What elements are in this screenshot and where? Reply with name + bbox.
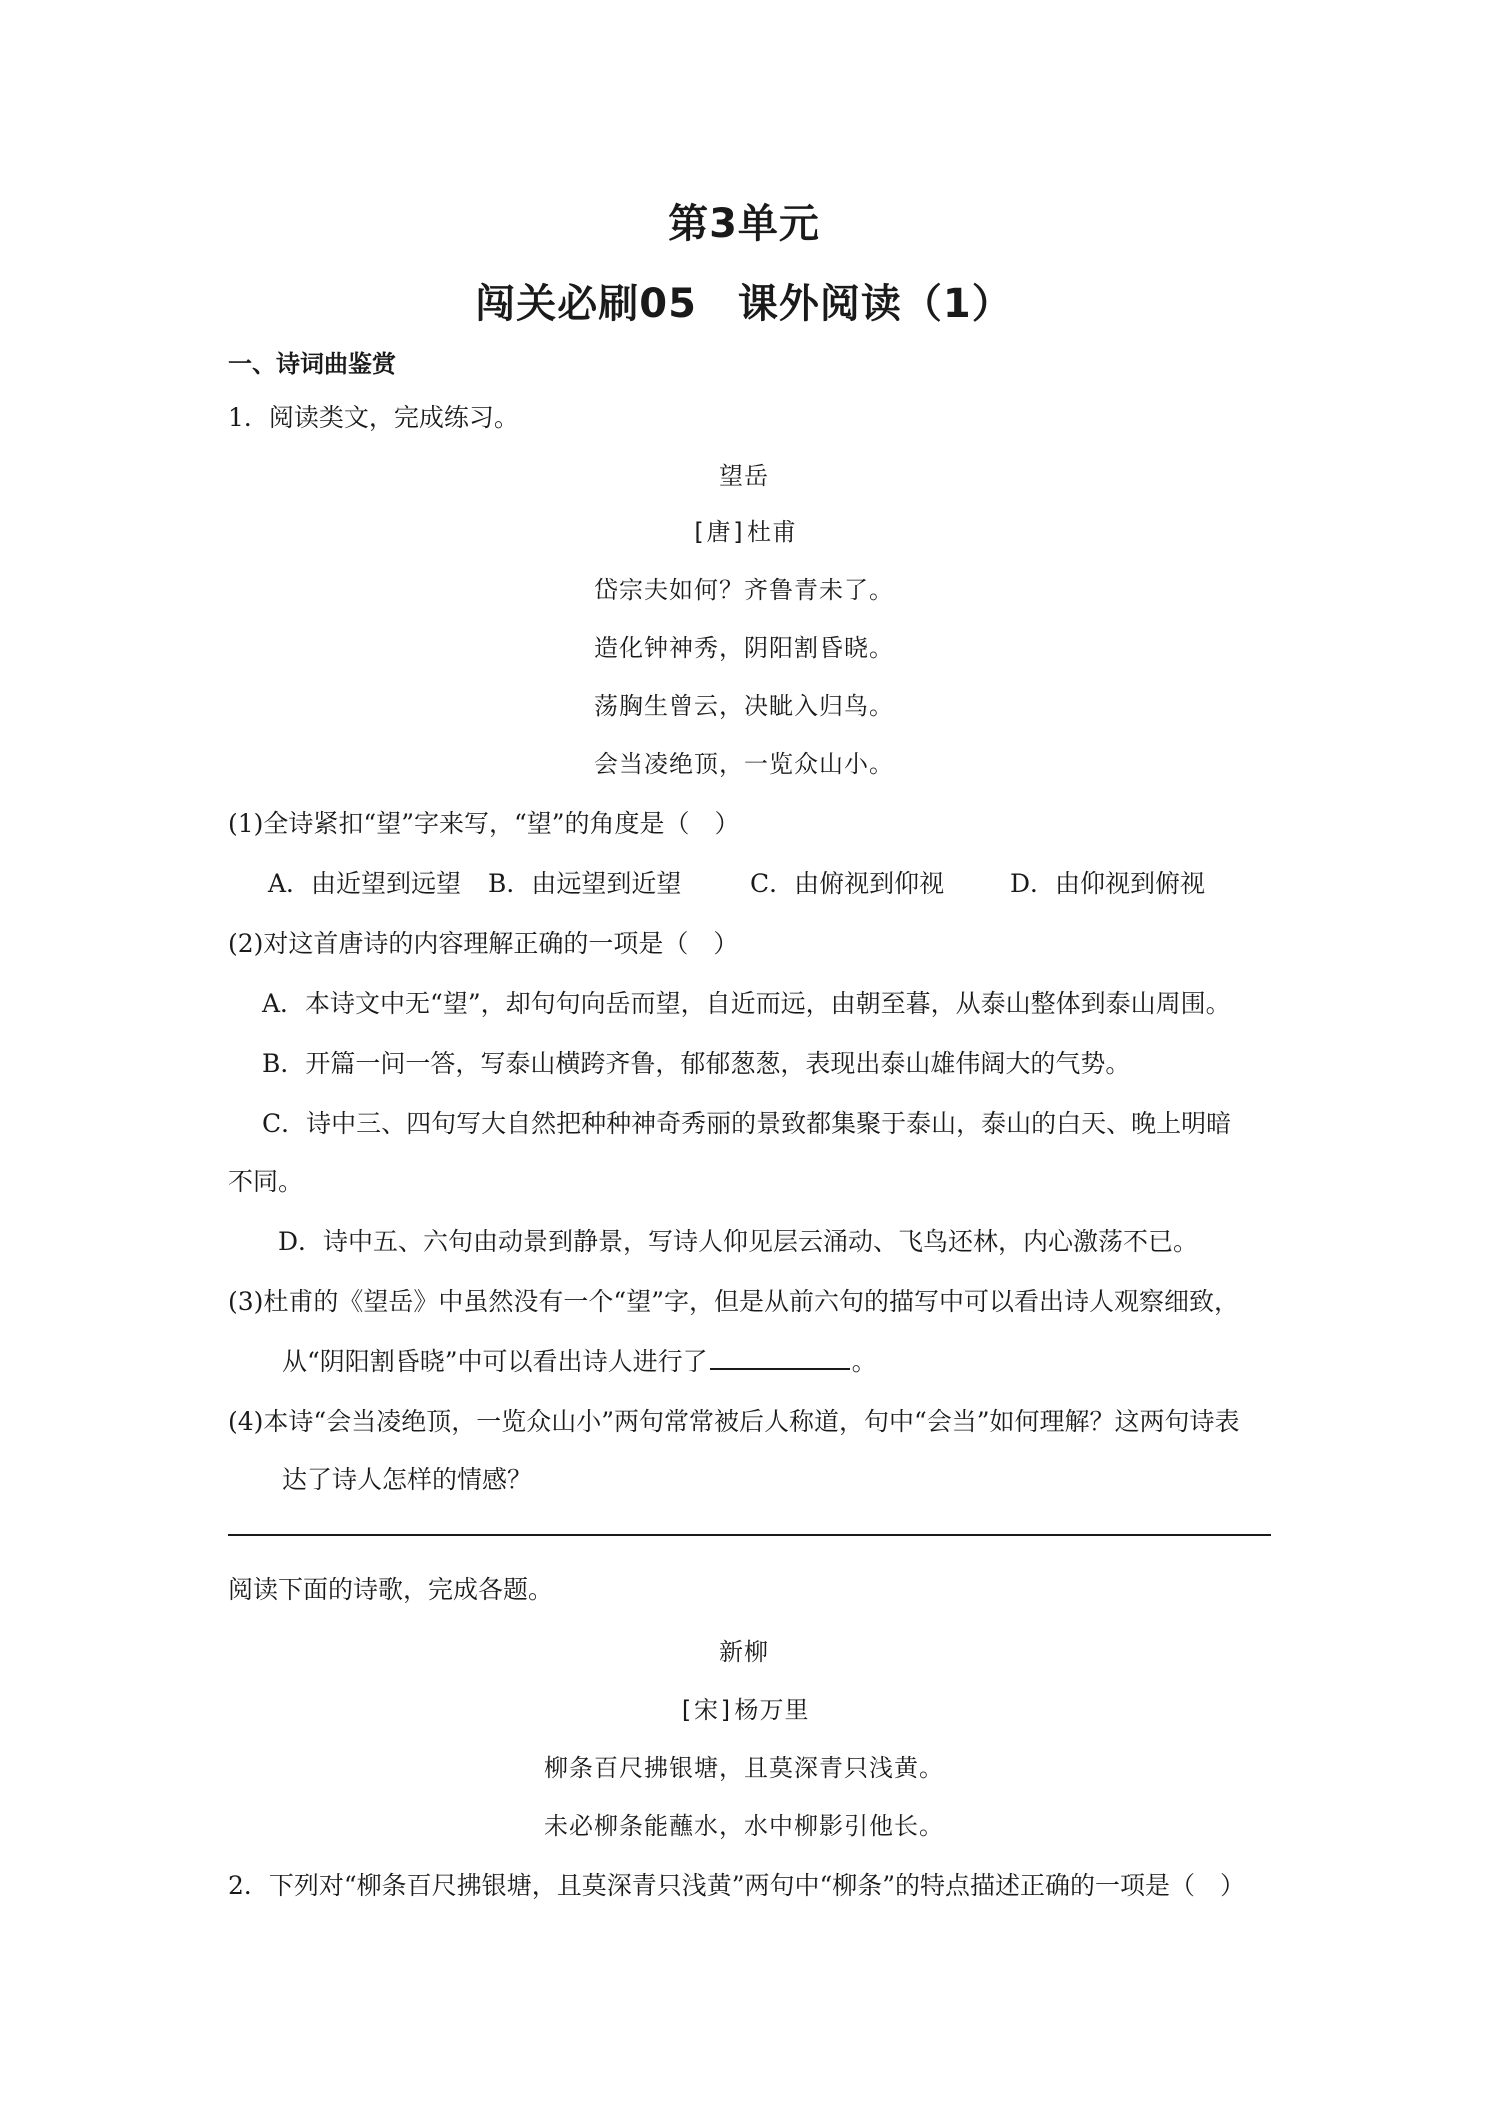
option-b: B．开篇一问一答，写泰山横跨齐鲁，郁郁葱葱，表现出泰山雄伟阔大的气势。 bbox=[262, 1049, 1131, 1078]
answer-blank[interactable] bbox=[710, 1344, 850, 1370]
poem-1-title: 望岳 bbox=[719, 462, 769, 490]
reading-intro: 阅读下面的诗歌，完成各题。 bbox=[228, 1575, 554, 1604]
option-a: A．本诗文中无“望”，却句句向岳而望，自近而远，由朝至暮，从泰山整体到泰山周围。 bbox=[262, 989, 1231, 1018]
poem-2-line: 未必柳条能蘸水，水中柳影引他长。 bbox=[544, 1812, 944, 1840]
option-d: D．由仰视到俯视 bbox=[1010, 869, 1206, 898]
subquestion-3-text-end: 。 bbox=[851, 1347, 877, 1376]
question-2-stem: 2．下列对“柳条百尺拂银塘，且莫深青只浅黄”两句中“柳条”的特点描述正确的一项是（ ） bbox=[228, 1871, 1246, 1900]
option-b: B．由远望到近望 bbox=[488, 869, 682, 898]
poem-1-line: 造化钟神秀，阴阳割昏晓。 bbox=[594, 634, 894, 662]
subquestion-3-text: 从“阴阳割昏晓”中可以看出诗人进行了 bbox=[282, 1347, 708, 1376]
option-c: C．诗中三、四句写大自然把种种神奇秀丽的景致都集聚于泰山，泰山的白天、晚上明暗 bbox=[262, 1109, 1232, 1138]
poem-1-line: 会当凌绝顶，一览众山小。 bbox=[594, 750, 894, 778]
subquestion-3-line: (3)杜甫的《望岳》中虽然没有一个“望”字，但是从前六句的描写中可以看出诗人观察细致， bbox=[228, 1287, 1239, 1316]
subquestion-4-line: (4)本诗“会当凌绝顶，一览众山小”两句常常被后人称道，句中“会当”如何理解？这两句诗表 bbox=[228, 1407, 1240, 1436]
unit-title: 第3单元 bbox=[668, 201, 820, 247]
subquestion-1-stem: (1)全诗紧扣“望”字来写，“望”的角度是（ ） bbox=[228, 809, 740, 838]
poem-2-line: 柳条百尺拂银塘，且莫深青只浅黄。 bbox=[544, 1754, 944, 1782]
poem-1-line: 荡胸生曾云，决眦入归鸟。 bbox=[594, 692, 894, 720]
poem-1-author: [唐]杜甫 bbox=[691, 518, 797, 546]
question-1-stem: 1．阅读类文，完成练习。 bbox=[228, 403, 519, 432]
section-heading: 一、诗词曲鉴赏 bbox=[228, 350, 396, 378]
subquestion-2-stem: (2)对这首唐诗的内容理解正确的一项是（ ） bbox=[228, 929, 739, 958]
option-a: A．由近望到远望 bbox=[268, 869, 462, 898]
option-d: D．诗中五、六句由动景到静景，写诗人仰见层云涌动、飞鸟还林，内心激荡不已。 bbox=[278, 1227, 1199, 1256]
poem-2-title: 新柳 bbox=[719, 1638, 769, 1666]
lesson-title: 闯关必刷05 课外阅读（1） bbox=[475, 281, 1013, 327]
option-c-continued: 不同。 bbox=[228, 1167, 304, 1196]
subquestion-4-line: 达了诗人怎样的情感？ bbox=[282, 1465, 533, 1494]
poem-2-author: [宋]杨万里 bbox=[678, 1696, 810, 1724]
option-c: C．由俯视到仰视 bbox=[750, 869, 945, 898]
poem-1-line: 岱宗夫如何？齐鲁青未了。 bbox=[594, 576, 894, 604]
subquestion-3-line bbox=[282, 1342, 877, 1378]
answer-line[interactable] bbox=[228, 1534, 1271, 1536]
